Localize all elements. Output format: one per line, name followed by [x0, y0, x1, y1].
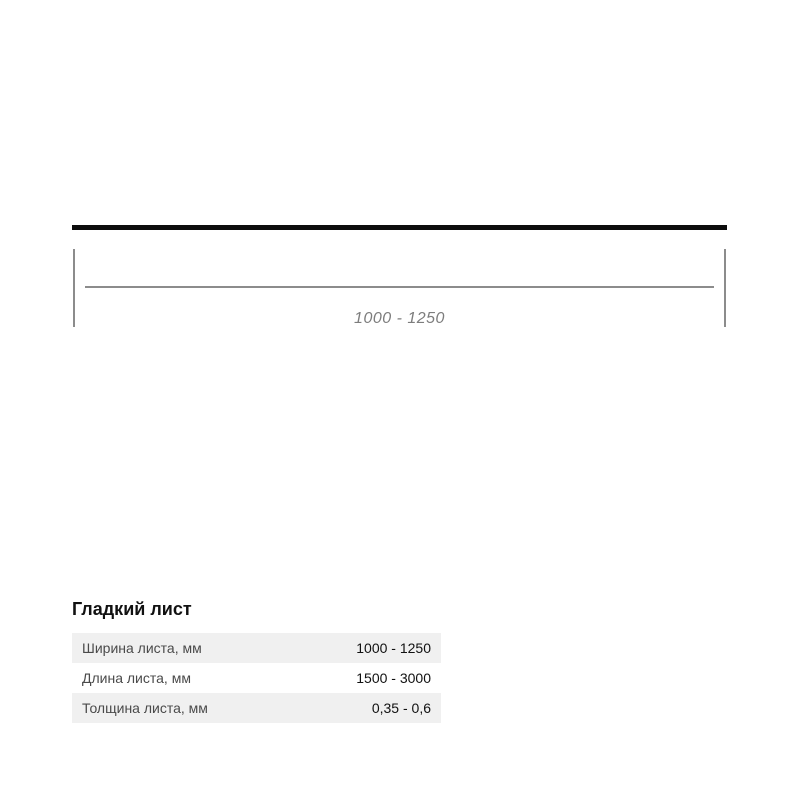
spec-value: 0,35 - 0,6 — [371, 700, 431, 716]
sheet-profile-line — [72, 225, 727, 230]
table-row — [72, 663, 441, 693]
spec-label: Толщина листа, мм — [82, 700, 208, 716]
dimension-label: 1000 - 1250 — [354, 310, 445, 327]
spec-label: Длина листа, мм — [82, 670, 191, 686]
specs-title: Гладкий лист — [72, 599, 192, 619]
spec-value: 1000 - 1250 — [356, 640, 431, 656]
dimension-line — [85, 286, 714, 288]
table-row — [72, 693, 441, 723]
table-row — [72, 633, 441, 663]
spec-value: 1500 - 3000 — [356, 670, 431, 686]
dimension-indicator — [72, 249, 727, 331]
spec-label: Ширина листа, мм — [82, 640, 202, 656]
specs-table — [72, 633, 441, 723]
